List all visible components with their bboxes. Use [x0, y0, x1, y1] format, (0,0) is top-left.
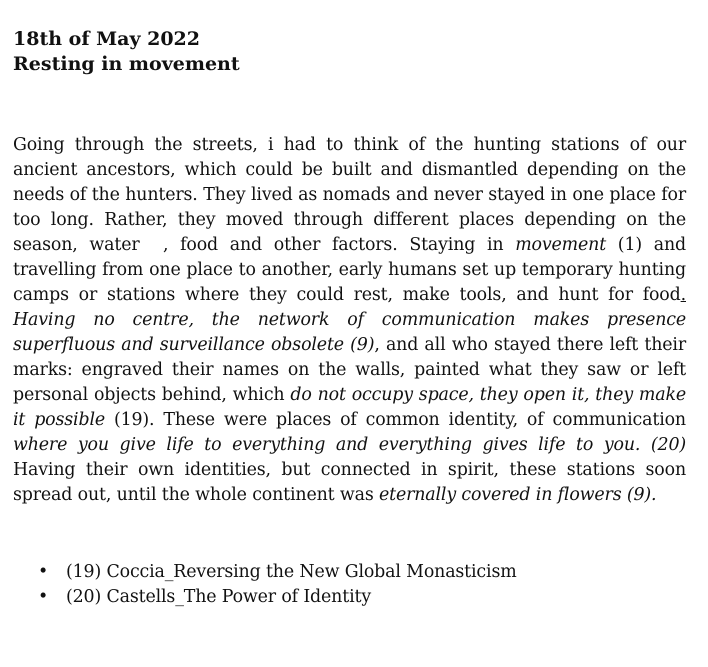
italic-quote: eternally covered in flowers (9). — [378, 485, 657, 505]
text-run: (19). These were places of common identity, of communication — [105, 410, 686, 430]
document — [13, 27, 686, 610]
footnote-text: (19) Coccia_Reversing the New Global Monasticism — [66, 562, 517, 582]
body-paragraph — [13, 133, 686, 508]
entry-date: 18th of May 2022 — [13, 28, 200, 50]
list-item — [13, 585, 686, 610]
text-run: (1) and travelling from one place to another, early humans set up temporary hunting camps or stations where they could rest, make tools, and hunt for food — [13, 235, 686, 305]
italic-quote: Having no centre, the network of communication makes presence superfluous and surveillance obsolete (9) — [13, 310, 686, 355]
underlined-run: . — [680, 285, 686, 305]
text-run: , and all who stayed there left their marks: engraved their names on the walls, painted what they saw or left personal objects behind, which — [13, 335, 686, 405]
footnote-text: (20) Castells_The Power of Identity — [66, 587, 371, 607]
bullet-icon: • — [38, 562, 49, 582]
italic-run: movement — [515, 235, 607, 255]
text-run: Having their own identities, but connected in spirit, these stations soon spread out, until the whole continent was — [13, 460, 686, 505]
text-run: Going through the streets, i had to think of the hunting stations of our ancient ancestors, which could be built and dismantled depending on the needs of the hunters. They lived as nomads and never stayed in one place for too long. Rather, they moved through different places depending on the season, water , food and other factors. Staying in — [13, 135, 686, 255]
list-item — [13, 560, 686, 585]
italic-quote: where you give life to everything and everything gives life to you. (20) — [13, 435, 686, 455]
italic-quote: do not occupy space, they open it, they make it possible — [13, 385, 686, 430]
bullet-icon: • — [38, 587, 49, 607]
footnote-list — [13, 560, 686, 610]
entry-title: Resting in movement — [13, 53, 240, 75]
